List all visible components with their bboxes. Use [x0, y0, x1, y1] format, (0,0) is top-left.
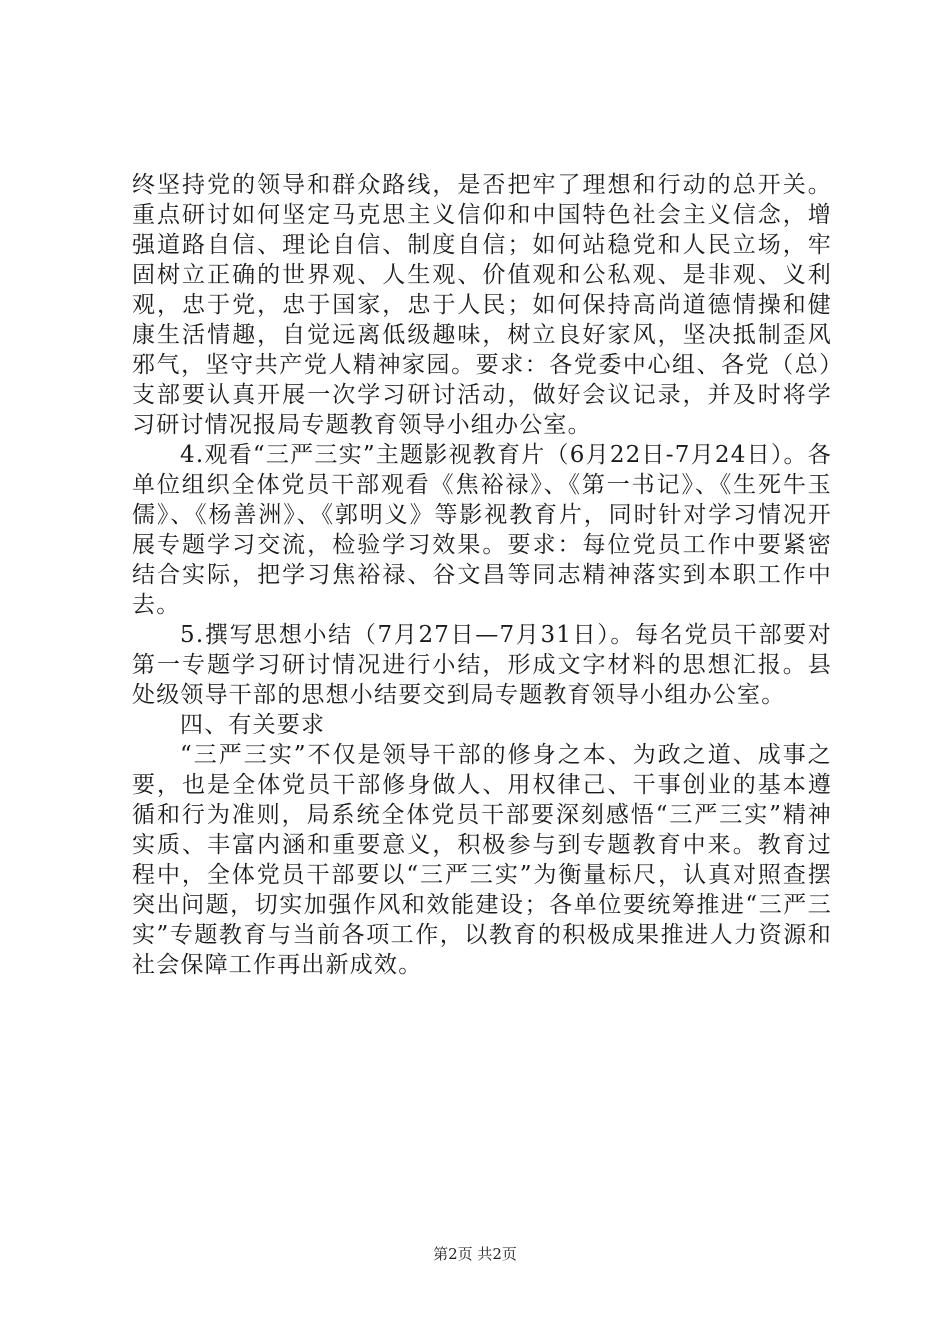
paragraph-item-4-watch-films: 4.观看“三严三实”主题影视教育片（6月22日-7月24日）。各单位组织全体党员干部观看《焦裕禄》、《第一书记》、《生死牛玉儒》、《杨善洲》、《郭明义》等影视教育片，同时针对学习情况开展专题学习交流，检验学习效果。要求：每位党员工作中要紧密结合实际，把学习焦裕禄、谷文昌等同志精神落实到本职工作中去。	[132, 442, 832, 618]
section-heading-requirements: 四、有关要求	[180, 712, 326, 738]
paragraph-item-5-summary: 5.撰写思想小结（7月27日—7月31日）。每名党员干部要对第一专题学习研讨情况进行小结，形成文字材料的思想汇报。县处级领导干部的思想小结要交到局专题教育领导小组办公室。	[132, 622, 832, 708]
page-number-footer: 第2页 共2页	[433, 1245, 517, 1263]
paragraph-requirements: “三严三实”不仅是领导干部的修身之本、为政之道、成事之要，也是全体党员干部修身做人、用权律己、干事创业的基本遵循和行为准则，局系统全体党员干部要深刻感悟“三严三实”精神实质、丰富内涵和重要意义，积极参与到专题教育中来。教育过程中，全体党员干部要以“三严三实”为衡量标尺，认真对照查摆突出问题，切实加强作风和效能建设；各单位要统筹推进“三严三实”专题教育与当前各项工作，以教育的积极成果推进人力资源和社会保障工作再出新成效。	[132, 742, 832, 978]
paragraph-continuation: 终坚持党的领导和群众路线，是否把牢了理想和行动的总开关。重点研讨如何坚定马克思主义信仰和中国特色社会主义信念，增强道路自信、理论自信、制度自信；如何站稳党和人民立场，牢固树立正确的世界观、人生观、价值观和公私观、是非观、义利观，忠于党，忠于国家，忠于人民；如何保持高尚道德情操和健康生活情趣，自觉远离低级趣味，树立良好家风，坚决抵制歪风邪气，坚守共产党人精神家园。要求：各党委中心组、各党（总）支部要认真开展一次学习研讨活动，做好会议记录，并及时将学习研讨情况报局专题教育领导小组办公室。	[132, 172, 832, 438]
document-body	[132, 170, 832, 980]
